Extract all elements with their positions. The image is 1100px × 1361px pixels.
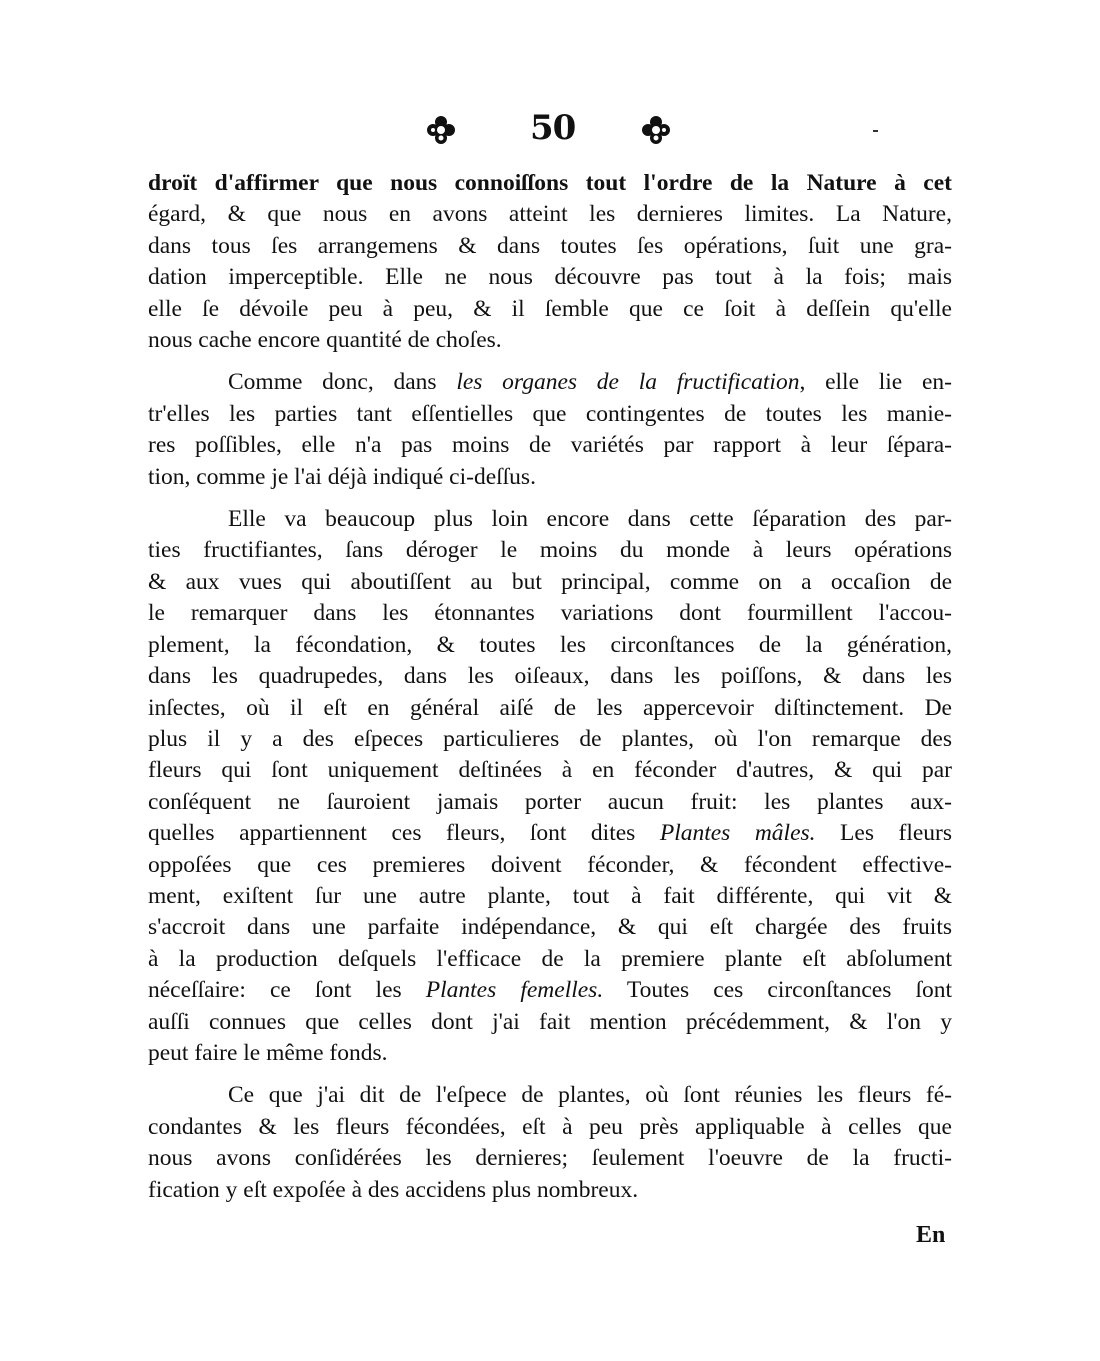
italic-term: Plantes femelles. bbox=[425, 977, 604, 1004]
text-line: elle ſe dévoile peu à peu, & il ſemble que ce ſoit à deſſein qu'elle bbox=[148, 295, 952, 322]
fleuron-ornament-icon bbox=[425, 114, 457, 146]
text-line: ties fructifiantes, ſans déroger le moins du monde à leurs opérations bbox=[148, 537, 952, 564]
ink-speck bbox=[873, 130, 878, 132]
paragraph-2 bbox=[148, 367, 952, 493]
fleuron-ornament-icon bbox=[640, 114, 672, 146]
text-line: oppoſées que ces premieres doivent féconder, & fécondent effective- bbox=[148, 851, 952, 878]
text-line: dation imperceptible. Elle ne nous découvre pas tout à la fois; mais bbox=[148, 264, 952, 291]
text-line: droït d'affirmer que nous connoiſſons tout l'ordre de la Nature à cet bbox=[148, 170, 952, 196]
text-line: res poſſibles, elle n'a pas moins de variétés par rapport à leur ſépara- bbox=[148, 432, 952, 459]
text-line: à la production deſquels l'efficace de la premiere plante eſt abſolument bbox=[148, 945, 952, 972]
text-line: s'accroit dans une parfaite indépendance, & qui eſt chargée des fruits bbox=[148, 914, 952, 941]
body-text bbox=[148, 168, 952, 1206]
text-line: néceſſaire: ce ſont les Plantes femelles. Toutes ces circonſtances ſont bbox=[148, 977, 952, 1004]
text-line: nous avons conſidérées les dernieres; ſeulement l'oeuvre de la fructi- bbox=[148, 1145, 952, 1172]
page-number: 50 bbox=[530, 108, 576, 148]
text-line: inſectes, où il eſt en général aiſé de les appercevoir diſtinctement. De bbox=[148, 694, 952, 721]
paragraph-3 bbox=[148, 504, 952, 1069]
catchword: En bbox=[916, 1222, 946, 1248]
text-line: quelles appartiennent ces fleurs, ſont dites Plantes mâles. Les fleurs bbox=[148, 820, 953, 847]
paragraph-1 bbox=[148, 168, 952, 356]
text-line: le remarquer dans les étonnantes variations dont fourmillent l'accou- bbox=[148, 600, 952, 627]
text-line: égard, & que nous en avons atteint les dernieres limites. La Nature, bbox=[148, 201, 952, 228]
text-line: auſſi connues que celles dont j'ai fait mention précédemment, & l'on y bbox=[148, 1008, 952, 1035]
text-line: fleurs qui ſont uniquement deſtinées à en féconder d'autres, & qui par bbox=[148, 757, 952, 784]
text-line: Comme donc, dans les organes de la fructification, elle lie en- bbox=[228, 369, 953, 396]
text-line: & aux vues qui aboutiſſent au but principal, comme on a occaſion de bbox=[148, 568, 952, 595]
running-header bbox=[0, 108, 1100, 158]
text-line: Elle va beaucoup plus loin encore dans cette ſéparation des par- bbox=[228, 506, 952, 533]
text-line: nous cache encore quantité de choſes. bbox=[148, 327, 502, 354]
text-line: dans les quadrupedes, dans les oiſeaux, dans les poiſſons, & dans les bbox=[148, 663, 952, 690]
text-line: plement, la fécondation, & toutes les circonſtances de la génération, bbox=[148, 631, 952, 658]
text-line: plus il y a des eſpeces particulieres de plantes, où l'on remarque des bbox=[148, 725, 952, 752]
text-line: conſéquent ne ſauroient jamais porter aucun fruit: les plantes aux- bbox=[148, 788, 952, 815]
italic-term: les organes de la fructification bbox=[456, 369, 800, 396]
text-line: tr'elles les parties tant eſſentielles que contingentes de toutes les manie- bbox=[148, 400, 952, 427]
text-line: peut faire le même fonds. bbox=[148, 1039, 388, 1066]
text-line: condantes & les fleurs fécondées, eſt à peu près appliquable à celles que bbox=[148, 1113, 952, 1140]
paragraph-4 bbox=[148, 1080, 952, 1206]
text-line: fication y eſt expoſée à des accidens plus nombreux. bbox=[148, 1176, 639, 1203]
text-line: tion, comme je l'ai déjà indiqué ci-deſſus. bbox=[148, 463, 536, 490]
italic-term: Plantes mâles. bbox=[659, 820, 816, 847]
text-line: dans tous ſes arrangemens & dans toutes ſes opérations, ſuit une gra- bbox=[148, 232, 952, 259]
text-line: ment, exiſtent ſur une autre plante, tout à fait différente, qui vit & bbox=[148, 882, 952, 909]
text-line: Ce que j'ai dit de l'eſpece de plantes, où ſont réunies les fleurs fé- bbox=[228, 1082, 952, 1109]
